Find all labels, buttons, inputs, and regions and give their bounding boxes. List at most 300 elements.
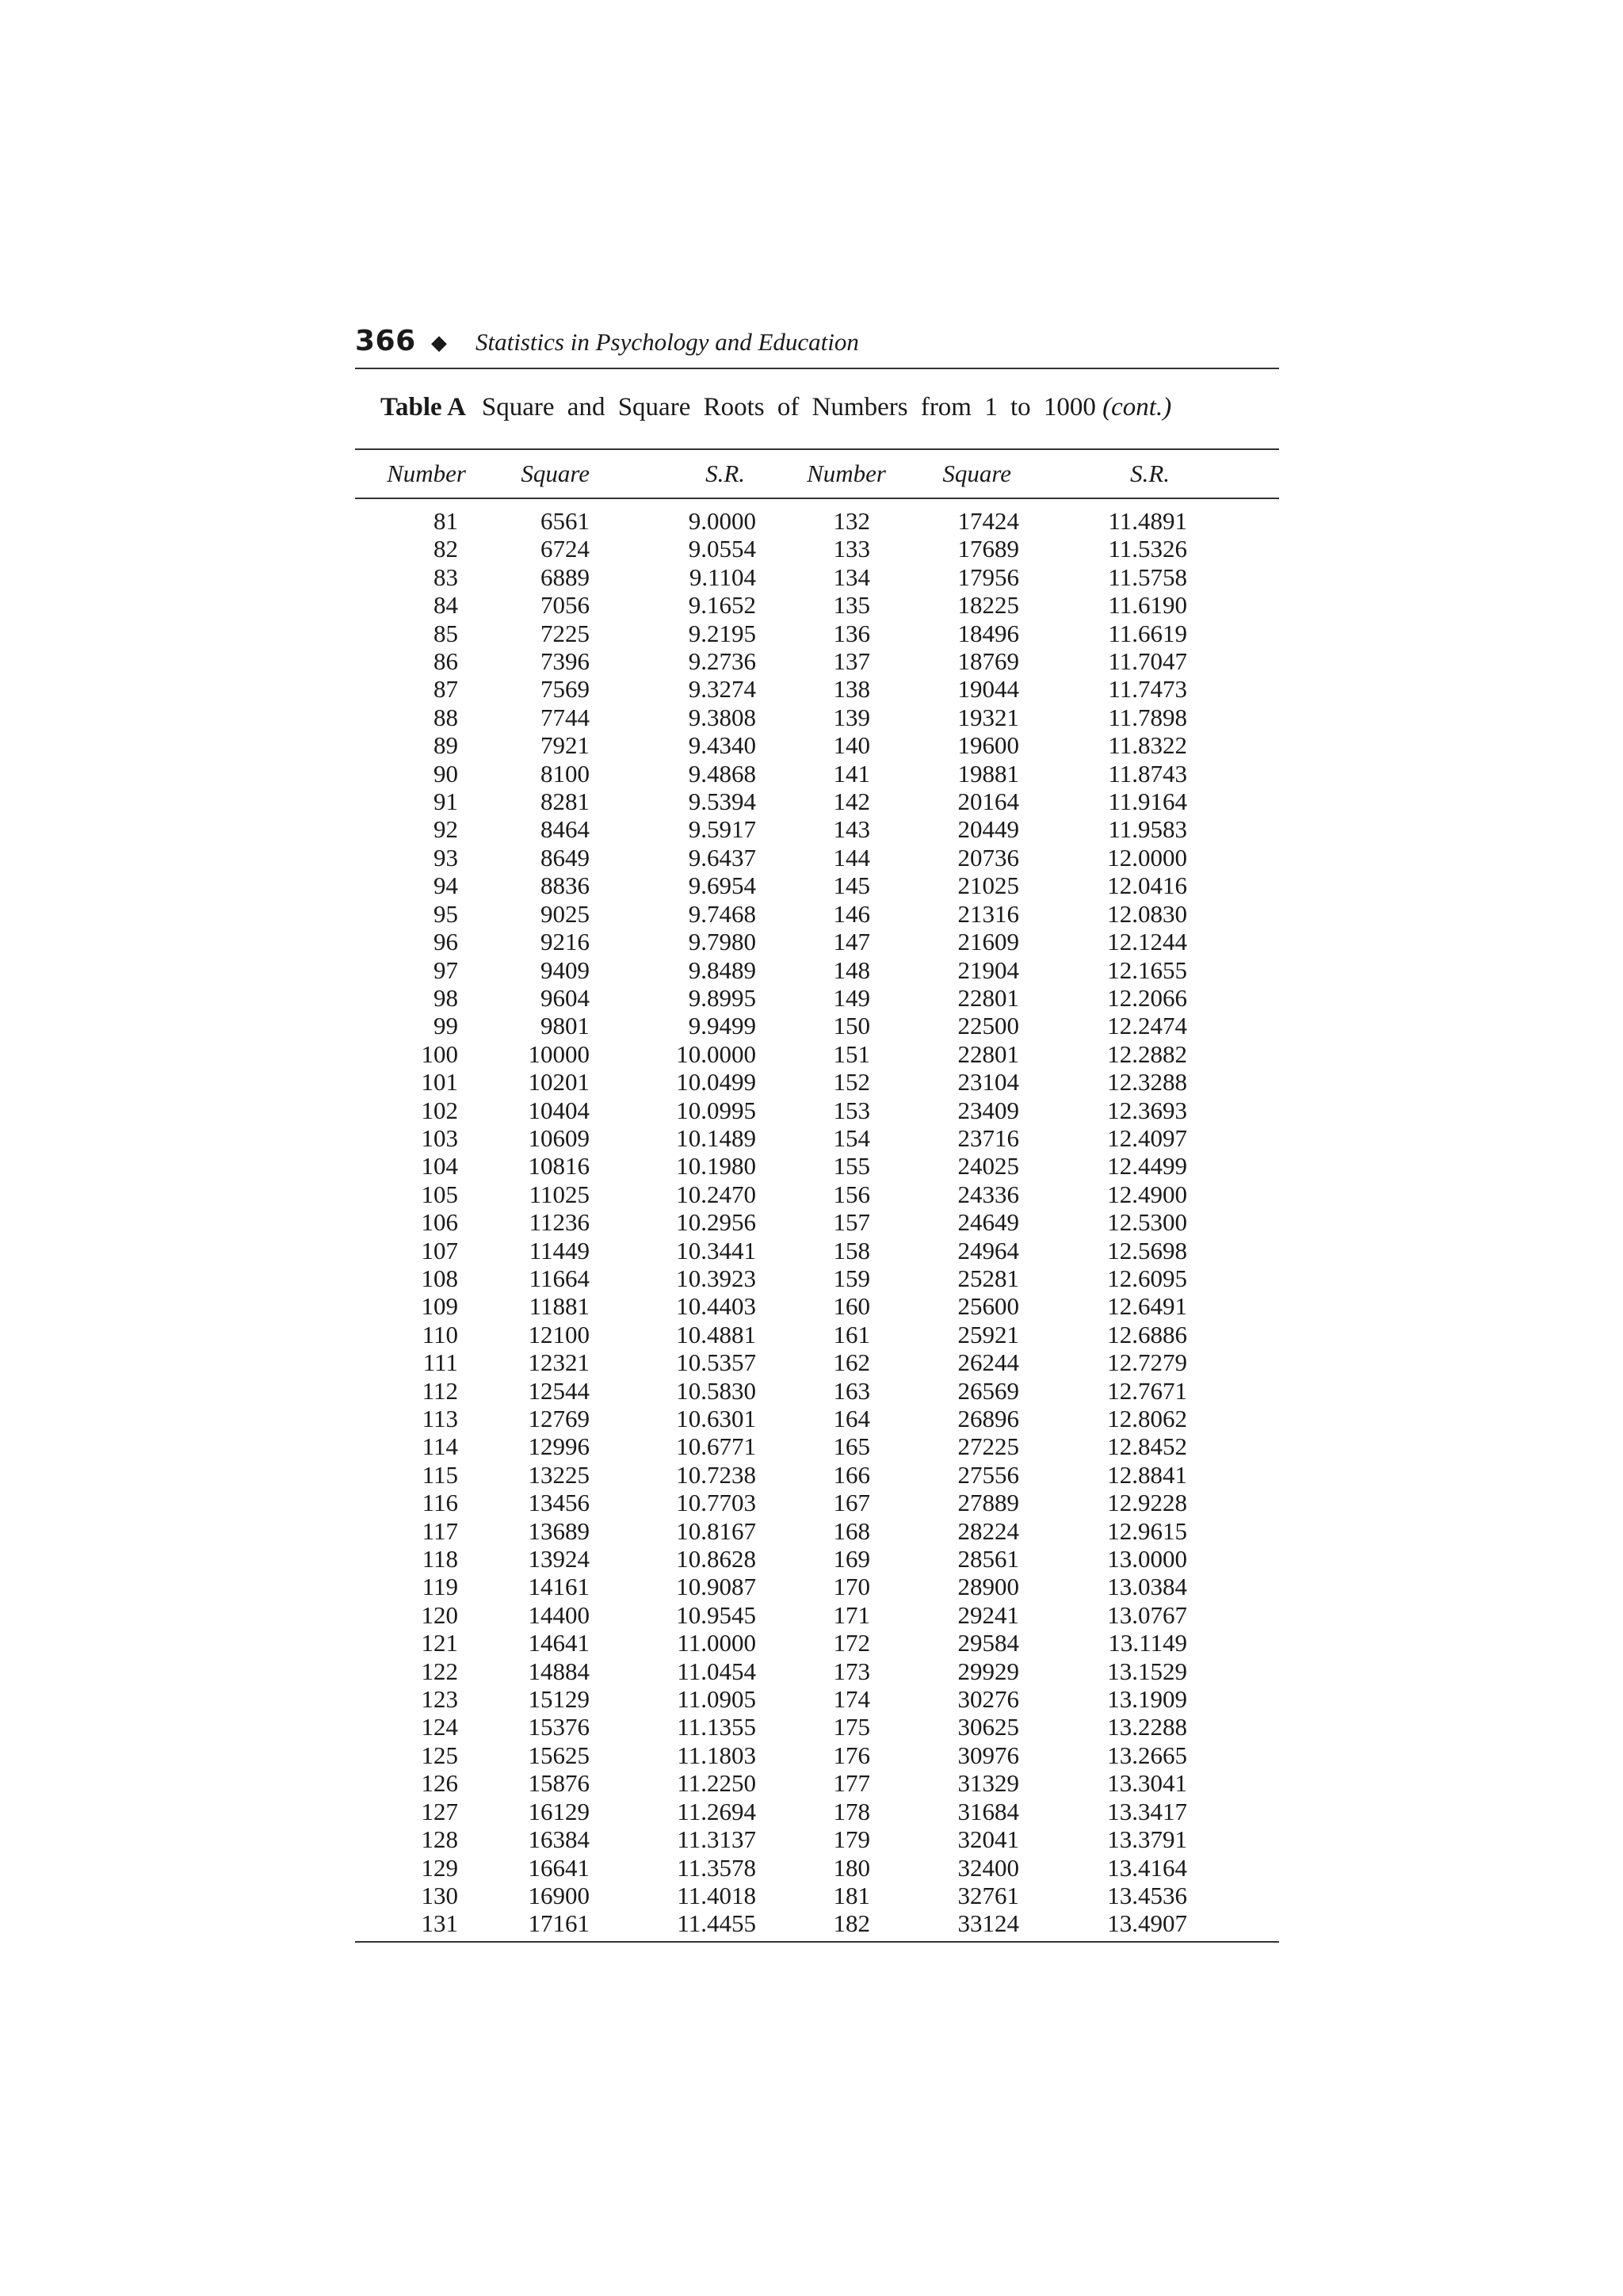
cell-sr: 10.0000 bbox=[676, 1039, 756, 1068]
cell-square-2: 32041 bbox=[957, 1825, 1019, 1854]
diamond-icon: ◆ bbox=[431, 331, 447, 354]
cell-number-2: 148 bbox=[833, 955, 870, 984]
cell-number: 100 bbox=[421, 1039, 458, 1068]
cell-sr-2: 12.6491 bbox=[1107, 1292, 1187, 1321]
cell-square: 8836 bbox=[540, 871, 590, 900]
cell-sr: 11.1803 bbox=[677, 1741, 756, 1769]
table-row bbox=[355, 1573, 1279, 1600]
cell-square: 6889 bbox=[540, 563, 590, 591]
cell-spacer bbox=[1203, 1629, 1279, 1657]
cell-number: 86 bbox=[433, 647, 458, 676]
cell-number: 127 bbox=[421, 1797, 458, 1825]
cell-square: 7056 bbox=[540, 591, 590, 620]
cell-number-2: 141 bbox=[833, 759, 870, 788]
table-row bbox=[355, 1713, 1279, 1741]
table-row bbox=[355, 1657, 1279, 1685]
table-row bbox=[355, 1769, 1279, 1797]
cell-sr-2: 11.9583 bbox=[1108, 815, 1187, 844]
cell-number-2: 139 bbox=[833, 703, 870, 731]
cell-square: 9801 bbox=[540, 1012, 590, 1040]
table-row bbox=[355, 647, 1279, 675]
square-root-table bbox=[355, 448, 1279, 1943]
table-body bbox=[355, 498, 1279, 1942]
table-row bbox=[355, 928, 1279, 955]
cell-square-2: 18225 bbox=[957, 591, 1019, 620]
cell-sr-2: 11.4891 bbox=[1108, 507, 1187, 535]
cell-sr-2: 11.7047 bbox=[1108, 647, 1187, 676]
table-row bbox=[355, 1489, 1279, 1516]
cell-sr: 9.0000 bbox=[688, 507, 756, 535]
cell-spacer bbox=[1203, 844, 1279, 871]
cell-square-2: 22500 bbox=[957, 1012, 1019, 1040]
cell-number-2: 132 bbox=[833, 507, 870, 535]
cell-sr-2: 12.1244 bbox=[1107, 928, 1187, 956]
cell-square: 15625 bbox=[528, 1741, 590, 1769]
column-header-number: Number bbox=[387, 460, 466, 487]
cell-square: 12544 bbox=[528, 1376, 590, 1405]
cell-square-2: 31684 bbox=[957, 1797, 1019, 1825]
cell-number-2: 170 bbox=[833, 1573, 870, 1601]
cell-number: 87 bbox=[433, 675, 458, 704]
cell-spacer bbox=[1203, 1012, 1279, 1039]
cell-number-2: 173 bbox=[833, 1657, 870, 1685]
cell-sr-2: 13.3791 bbox=[1107, 1825, 1187, 1854]
cell-spacer bbox=[1203, 535, 1279, 563]
cell-number-2: 169 bbox=[833, 1545, 870, 1573]
table-row bbox=[355, 535, 1279, 563]
cell-sr: 9.9499 bbox=[688, 1012, 756, 1040]
cell-sr: 11.3578 bbox=[677, 1853, 756, 1882]
cell-number: 114 bbox=[422, 1432, 458, 1461]
cell-number: 98 bbox=[433, 983, 458, 1012]
table-row bbox=[355, 956, 1279, 984]
cell-square: 7225 bbox=[540, 619, 590, 647]
cell-spacer bbox=[1203, 704, 1279, 731]
cell-square-2: 32761 bbox=[957, 1881, 1019, 1909]
cell-number-2: 152 bbox=[833, 1068, 870, 1097]
cell-square: 9216 bbox=[540, 928, 590, 956]
table-row bbox=[355, 1012, 1279, 1039]
cell-spacer bbox=[1203, 1152, 1279, 1180]
cell-sr-2: 12.7671 bbox=[1107, 1376, 1187, 1405]
cell-sr: 9.2195 bbox=[688, 619, 756, 647]
table-continued-note: (cont.) bbox=[1102, 393, 1172, 421]
cell-number: 104 bbox=[421, 1152, 458, 1180]
cell-sr-2: 13.0767 bbox=[1107, 1600, 1187, 1629]
cell-spacer bbox=[1203, 620, 1279, 647]
cell-spacer bbox=[1203, 1517, 1279, 1545]
cell-sr: 9.5394 bbox=[688, 788, 756, 816]
cell-square: 14161 bbox=[528, 1573, 590, 1601]
cell-square: 10609 bbox=[528, 1123, 590, 1152]
cell-number: 85 bbox=[433, 619, 458, 647]
cell-square-2: 28224 bbox=[957, 1516, 1019, 1545]
column-header-sr-2: S.R. bbox=[1130, 460, 1170, 487]
table-row bbox=[355, 1208, 1279, 1236]
table-row bbox=[355, 1264, 1279, 1292]
cell-sr-2: 11.8743 bbox=[1108, 759, 1187, 788]
cell-square-2: 29929 bbox=[957, 1657, 1019, 1685]
cell-sr: 9.1652 bbox=[688, 591, 756, 620]
cell-number-2: 172 bbox=[833, 1629, 870, 1657]
cell-sr-2: 13.2665 bbox=[1107, 1741, 1187, 1769]
cell-number: 88 bbox=[433, 703, 458, 731]
cell-spacer bbox=[1203, 1909, 1279, 1941]
cell-number: 128 bbox=[421, 1825, 458, 1854]
cell-sr: 10.7703 bbox=[676, 1489, 756, 1517]
cell-spacer bbox=[1203, 1321, 1279, 1348]
cell-number-2: 175 bbox=[833, 1713, 870, 1741]
cell-square-2: 18769 bbox=[957, 647, 1019, 676]
cell-number-2: 146 bbox=[833, 899, 870, 928]
cell-spacer bbox=[1203, 1068, 1279, 1096]
table-row bbox=[355, 563, 1279, 591]
cell-square-2: 17956 bbox=[957, 563, 1019, 591]
cell-number-2: 178 bbox=[833, 1797, 870, 1825]
cell-sr-2: 13.1909 bbox=[1107, 1685, 1187, 1714]
table-row bbox=[355, 871, 1279, 899]
cell-spacer bbox=[1203, 1461, 1279, 1489]
cell-spacer bbox=[1203, 1798, 1279, 1825]
cell-number: 107 bbox=[421, 1236, 458, 1264]
cell-square-2: 19321 bbox=[957, 703, 1019, 731]
cell-square-2: 20449 bbox=[957, 815, 1019, 844]
cell-spacer bbox=[1203, 1685, 1279, 1713]
table-row bbox=[355, 1741, 1279, 1769]
column-header-square: Square bbox=[521, 460, 590, 487]
cell-number: 92 bbox=[433, 815, 458, 844]
cell-number-2: 176 bbox=[833, 1741, 870, 1769]
cell-square: 10201 bbox=[528, 1068, 590, 1097]
cell-square: 17161 bbox=[528, 1909, 590, 1938]
cell-square-2: 18496 bbox=[957, 619, 1019, 647]
cell-number-2: 179 bbox=[833, 1825, 870, 1854]
cell-sr-2: 13.4907 bbox=[1107, 1909, 1187, 1938]
cell-number-2: 133 bbox=[833, 535, 870, 563]
table-label: Table A bbox=[380, 393, 466, 421]
cell-square-2: 20736 bbox=[957, 843, 1019, 871]
cell-number: 121 bbox=[421, 1629, 458, 1657]
cell-number: 108 bbox=[421, 1264, 458, 1292]
cell-spacer bbox=[1203, 1377, 1279, 1405]
table-row bbox=[355, 498, 1279, 535]
cell-spacer bbox=[1203, 760, 1279, 788]
cell-number-2: 157 bbox=[833, 1208, 870, 1237]
cell-number: 81 bbox=[433, 507, 458, 535]
cell-spacer bbox=[1203, 647, 1279, 675]
table-row bbox=[355, 1180, 1279, 1208]
cell-sr-2: 13.2288 bbox=[1107, 1713, 1187, 1741]
cell-spacer bbox=[1203, 591, 1279, 619]
cell-sr: 11.0454 bbox=[677, 1657, 756, 1685]
cell-number-2: 181 bbox=[833, 1881, 870, 1909]
cell-number-2: 162 bbox=[833, 1348, 870, 1377]
cell-square: 13456 bbox=[528, 1489, 590, 1517]
table-row bbox=[355, 1040, 1279, 1068]
cell-square-2: 25600 bbox=[957, 1292, 1019, 1321]
cell-spacer bbox=[1203, 1405, 1279, 1432]
cell-sr: 10.8628 bbox=[676, 1545, 756, 1573]
cell-number: 123 bbox=[421, 1685, 458, 1714]
table-header-row bbox=[355, 449, 1279, 498]
cell-number: 102 bbox=[421, 1096, 458, 1124]
cell-sr-2: 12.4097 bbox=[1107, 1123, 1187, 1152]
cell-number: 113 bbox=[422, 1405, 458, 1432]
table-row bbox=[355, 1292, 1279, 1320]
cell-square: 14400 bbox=[528, 1600, 590, 1629]
cell-number-2: 149 bbox=[833, 983, 870, 1012]
cell-number: 122 bbox=[421, 1657, 458, 1685]
cell-sr: 11.2694 bbox=[677, 1797, 756, 1825]
column-header-sr: S.R. bbox=[705, 460, 745, 487]
table-row bbox=[355, 1124, 1279, 1152]
cell-sr-2: 12.9615 bbox=[1107, 1516, 1187, 1545]
cell-square-2: 23716 bbox=[957, 1123, 1019, 1152]
cell-sr: 10.1980 bbox=[676, 1152, 756, 1180]
cell-square-2: 24964 bbox=[957, 1236, 1019, 1264]
cell-number: 115 bbox=[422, 1460, 458, 1489]
table-row bbox=[355, 1432, 1279, 1460]
cell-sr-2: 12.5300 bbox=[1107, 1208, 1187, 1237]
cell-sr: 10.9087 bbox=[676, 1573, 756, 1601]
table-row bbox=[355, 1097, 1279, 1124]
cell-square-2: 24336 bbox=[957, 1180, 1019, 1208]
cell-number: 89 bbox=[433, 731, 458, 760]
cell-number-2: 158 bbox=[833, 1236, 870, 1264]
cell-spacer bbox=[1203, 1264, 1279, 1292]
cell-number-2: 142 bbox=[833, 788, 870, 816]
cell-sr-2: 13.1149 bbox=[1108, 1629, 1187, 1657]
cell-sr: 9.4868 bbox=[688, 759, 756, 788]
cell-square: 6561 bbox=[540, 507, 590, 535]
table-row bbox=[355, 1629, 1279, 1657]
cell-sr-2: 13.0000 bbox=[1107, 1545, 1187, 1573]
cell-square-2: 17689 bbox=[957, 535, 1019, 563]
cell-number: 110 bbox=[422, 1320, 458, 1348]
table-row bbox=[355, 1798, 1279, 1825]
cell-number-2: 156 bbox=[833, 1180, 870, 1208]
cell-sr: 11.1355 bbox=[677, 1713, 756, 1741]
cell-number-2: 135 bbox=[833, 591, 870, 620]
cell-spacer bbox=[1203, 1741, 1279, 1769]
column-header-number-2: Number bbox=[807, 460, 886, 487]
cell-number: 94 bbox=[433, 871, 458, 900]
cell-number-2: 180 bbox=[833, 1853, 870, 1882]
cell-spacer bbox=[1203, 1237, 1279, 1264]
cell-sr-2: 11.5326 bbox=[1108, 535, 1187, 563]
cell-number-2: 136 bbox=[833, 619, 870, 647]
cell-square-2: 17424 bbox=[957, 507, 1019, 535]
cell-number-2: 144 bbox=[833, 843, 870, 871]
cell-square: 8281 bbox=[540, 788, 590, 816]
cell-sr-2: 12.0416 bbox=[1107, 871, 1187, 900]
cell-square: 13924 bbox=[528, 1545, 590, 1573]
cell-sr: 9.4340 bbox=[688, 731, 756, 760]
cell-number-2: 161 bbox=[833, 1320, 870, 1348]
cell-sr-2: 13.4164 bbox=[1107, 1853, 1187, 1882]
cell-number: 118 bbox=[422, 1545, 458, 1573]
table-row bbox=[355, 731, 1279, 759]
cell-number-2: 140 bbox=[833, 731, 870, 760]
cell-square-2: 30625 bbox=[957, 1713, 1019, 1741]
column-header-square-2: Square bbox=[942, 460, 1011, 487]
cell-sr-2: 12.4499 bbox=[1107, 1152, 1187, 1180]
cell-number: 99 bbox=[433, 1012, 458, 1040]
cell-spacer bbox=[1203, 1545, 1279, 1573]
cell-square-2: 26569 bbox=[957, 1376, 1019, 1405]
cell-number-2: 166 bbox=[833, 1460, 870, 1489]
cell-sr-2: 12.8062 bbox=[1107, 1405, 1187, 1432]
cell-sr-2: 13.3417 bbox=[1107, 1797, 1187, 1825]
table-row bbox=[355, 1517, 1279, 1545]
table-row bbox=[355, 675, 1279, 703]
cell-square: 14884 bbox=[528, 1657, 590, 1685]
cell-square: 7921 bbox=[540, 731, 590, 760]
cell-spacer bbox=[1203, 1208, 1279, 1236]
table-row bbox=[355, 815, 1279, 843]
cell-spacer bbox=[1203, 1432, 1279, 1460]
cell-square-2: 21609 bbox=[957, 928, 1019, 956]
cell-sr-2: 12.3693 bbox=[1107, 1096, 1187, 1124]
table-row bbox=[355, 1825, 1279, 1853]
cell-spacer bbox=[1203, 1882, 1279, 1909]
cell-square-2: 21316 bbox=[957, 899, 1019, 928]
cell-number: 124 bbox=[421, 1713, 458, 1741]
cell-square: 10816 bbox=[528, 1152, 590, 1180]
cell-sr: 10.0499 bbox=[676, 1068, 756, 1097]
cell-sr: 10.4881 bbox=[676, 1320, 756, 1348]
cell-number: 126 bbox=[421, 1769, 458, 1798]
table-row bbox=[355, 1237, 1279, 1264]
cell-number-2: 147 bbox=[833, 928, 870, 956]
cell-number: 120 bbox=[421, 1600, 458, 1629]
cell-sr-2: 12.2474 bbox=[1107, 1012, 1187, 1040]
table-row bbox=[355, 1377, 1279, 1405]
cell-number: 101 bbox=[421, 1068, 458, 1097]
cell-sr-2: 12.6886 bbox=[1107, 1320, 1187, 1348]
table-row bbox=[355, 844, 1279, 871]
cell-square: 12996 bbox=[528, 1432, 590, 1461]
table-row bbox=[355, 1545, 1279, 1573]
cell-square-2: 32400 bbox=[957, 1853, 1019, 1882]
cell-sr-2: 12.0830 bbox=[1107, 899, 1187, 928]
cell-sr-2: 11.5758 bbox=[1108, 563, 1187, 591]
cell-number: 83 bbox=[433, 563, 458, 591]
cell-sr-2: 12.2066 bbox=[1107, 983, 1187, 1012]
cell-spacer bbox=[1203, 498, 1279, 535]
cell-sr-2: 11.7473 bbox=[1108, 675, 1187, 704]
cell-number: 95 bbox=[433, 899, 458, 928]
cell-spacer bbox=[1203, 1825, 1279, 1853]
table-title: Square and Square Roots of Numbers from 1 to 1000 bbox=[481, 393, 1096, 421]
cell-square: 16384 bbox=[528, 1825, 590, 1854]
cell-square: 16900 bbox=[528, 1881, 590, 1909]
cell-square-2: 23409 bbox=[957, 1096, 1019, 1124]
cell-sr: 9.3808 bbox=[688, 703, 756, 731]
cell-square: 11025 bbox=[529, 1180, 590, 1208]
book-title: Statistics in Psychology and Education bbox=[475, 328, 859, 356]
cell-spacer bbox=[1203, 1292, 1279, 1320]
cell-spacer bbox=[1203, 928, 1279, 955]
table-row bbox=[355, 1068, 1279, 1096]
table-row bbox=[355, 760, 1279, 788]
cell-number: 90 bbox=[433, 759, 458, 788]
cell-number-2: 155 bbox=[833, 1152, 870, 1180]
cell-sr: 10.5357 bbox=[676, 1348, 756, 1377]
cell-sr-2: 12.5698 bbox=[1107, 1236, 1187, 1264]
table-row bbox=[355, 1461, 1279, 1489]
cell-square: 8464 bbox=[540, 815, 590, 844]
cell-square: 9409 bbox=[540, 955, 590, 984]
cell-square-2: 29584 bbox=[957, 1629, 1019, 1657]
cell-square: 16641 bbox=[528, 1853, 590, 1882]
cell-sr-2: 12.4900 bbox=[1107, 1180, 1187, 1208]
cell-sr: 9.6954 bbox=[688, 871, 756, 900]
cell-sr: 9.7980 bbox=[688, 928, 756, 956]
cell-number: 129 bbox=[421, 1853, 458, 1882]
cell-sr: 11.0905 bbox=[677, 1685, 756, 1714]
table-row bbox=[355, 704, 1279, 731]
cell-spacer bbox=[1203, 731, 1279, 759]
cell-number: 97 bbox=[433, 955, 458, 984]
cell-sr-2: 13.3041 bbox=[1107, 1769, 1187, 1798]
cell-sr-2: 12.9228 bbox=[1107, 1489, 1187, 1517]
cell-number-2: 177 bbox=[833, 1769, 870, 1798]
cell-square: 12100 bbox=[528, 1320, 590, 1348]
cell-sr: 11.3137 bbox=[677, 1825, 756, 1854]
table-row bbox=[355, 1882, 1279, 1909]
table-row bbox=[355, 1854, 1279, 1882]
cell-sr: 9.3274 bbox=[688, 675, 756, 704]
cell-sr-2: 13.0384 bbox=[1107, 1573, 1187, 1601]
cell-sr-2: 12.8452 bbox=[1107, 1432, 1187, 1461]
cell-number-2: 163 bbox=[833, 1376, 870, 1405]
cell-square-2: 19881 bbox=[957, 759, 1019, 788]
cell-spacer bbox=[1203, 563, 1279, 591]
cell-number: 117 bbox=[422, 1516, 458, 1545]
cell-sr-2: 13.1529 bbox=[1107, 1657, 1187, 1685]
cell-spacer bbox=[1203, 984, 1279, 1012]
cell-square: 10404 bbox=[528, 1096, 590, 1124]
cell-sr: 10.6301 bbox=[676, 1405, 756, 1432]
cell-number: 125 bbox=[421, 1741, 458, 1769]
cell-sr: 11.2250 bbox=[677, 1769, 756, 1798]
cell-sr: 11.4018 bbox=[677, 1881, 756, 1909]
cell-spacer bbox=[1203, 1657, 1279, 1685]
cell-square: 16129 bbox=[528, 1797, 590, 1825]
cell-number-2: 164 bbox=[833, 1405, 870, 1432]
cell-square-2: 28900 bbox=[957, 1573, 1019, 1601]
cell-square: 7744 bbox=[540, 703, 590, 731]
cell-square: 11664 bbox=[529, 1264, 590, 1292]
cell-sr: 11.0000 bbox=[677, 1629, 756, 1657]
cell-number-2: 154 bbox=[833, 1123, 870, 1152]
cell-sr: 10.5830 bbox=[676, 1376, 756, 1405]
cell-number: 103 bbox=[421, 1123, 458, 1152]
cell-number-2: 137 bbox=[833, 647, 870, 676]
cell-sr-2: 11.8322 bbox=[1108, 731, 1187, 760]
cell-square: 15129 bbox=[528, 1685, 590, 1714]
cell-number-2: 182 bbox=[833, 1909, 870, 1938]
cell-square: 15876 bbox=[528, 1769, 590, 1798]
table-row bbox=[355, 788, 1279, 815]
cell-spacer bbox=[1203, 1180, 1279, 1208]
cell-square: 7569 bbox=[540, 675, 590, 704]
cell-sr-2: 12.3288 bbox=[1107, 1068, 1187, 1097]
cell-square-2: 24649 bbox=[957, 1208, 1019, 1237]
cell-sr: 9.8489 bbox=[688, 955, 756, 984]
cell-square-2: 23104 bbox=[957, 1068, 1019, 1097]
